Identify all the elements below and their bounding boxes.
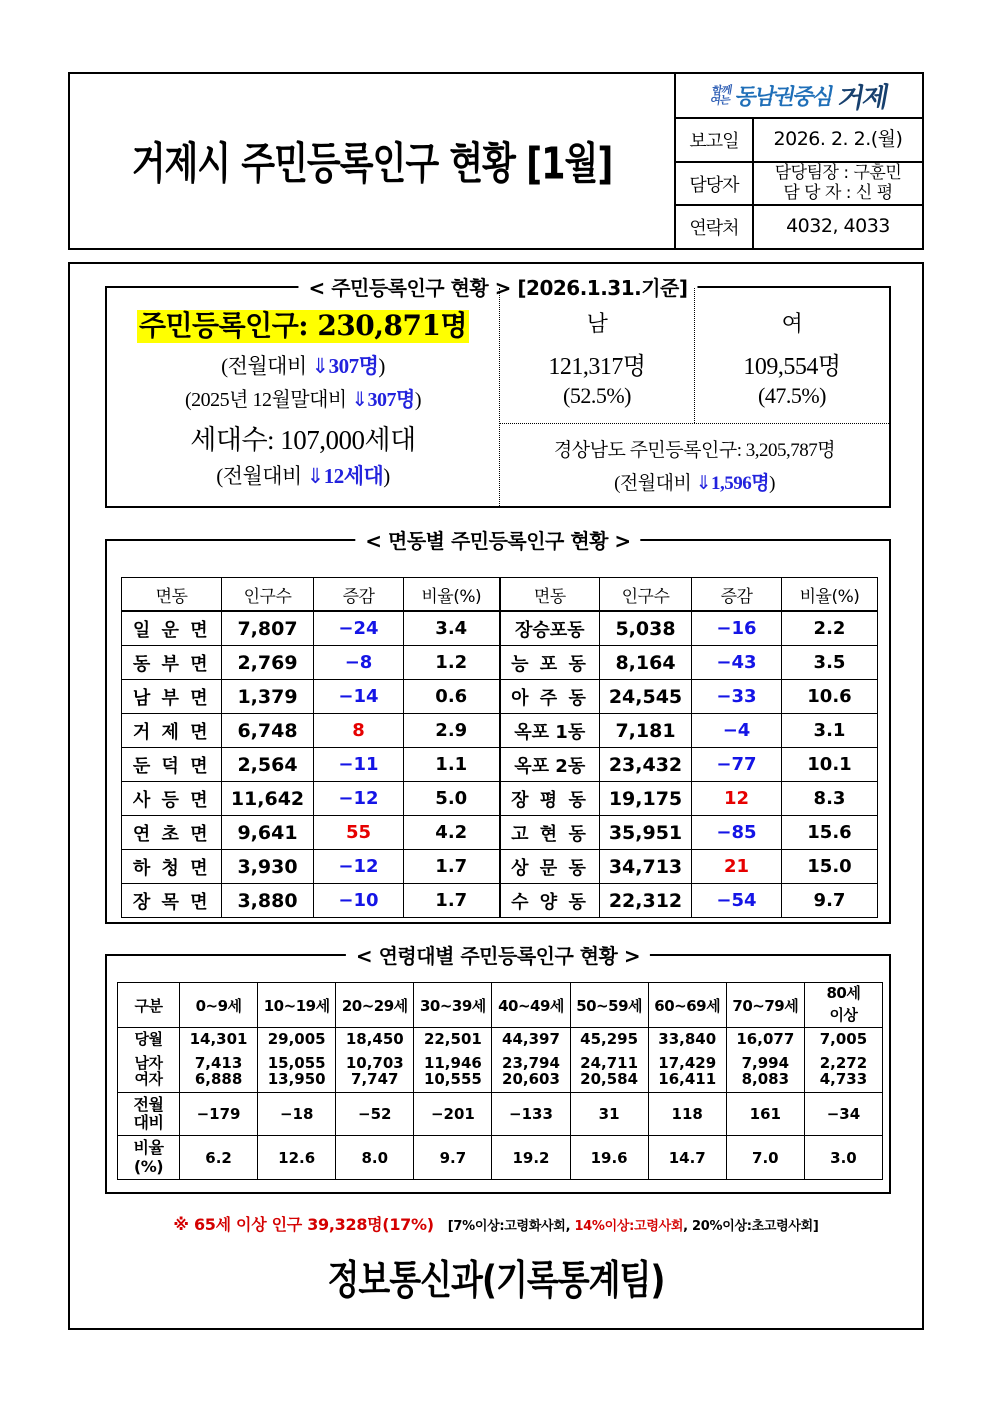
- cell-l_rat: 4.2: [404, 816, 500, 850]
- cell-l_name: 동 부 면: [122, 646, 222, 680]
- logo-middle-text: 동남권중심: [733, 85, 835, 110]
- cell-l_chg: −14: [314, 680, 404, 714]
- age-row-ratio-cell-4: 19.2: [492, 1136, 570, 1180]
- table-row: [122, 611, 878, 646]
- age-row-ratio-cell-6: 14.7: [648, 1136, 726, 1180]
- year-end-diff-value: [351, 386, 415, 411]
- table-row: [122, 646, 878, 680]
- cell-r_rat: 10.6: [782, 680, 878, 714]
- cell-l_name: 남 부 면: [122, 680, 222, 714]
- bracket-close: ]: [812, 1219, 819, 1234]
- logo-city-text: 거제: [835, 82, 890, 115]
- province-diff-value: [696, 473, 770, 494]
- age-col-header-7: 70~79세: [726, 983, 804, 1028]
- table-row: [122, 884, 878, 918]
- aging-threshold-20: , 20%이상:초고령사회: [683, 1219, 813, 1234]
- total-population-highlight: [137, 310, 469, 342]
- cell-r_name: 옥포 2동: [500, 748, 600, 782]
- cell-l_name: 하 청 면: [122, 850, 222, 884]
- prev-month-diff-label: (전월대비: [221, 353, 307, 378]
- age-row-ratio-cell-1: 12.6: [258, 1136, 336, 1180]
- age-row-prev-cell-4: −133: [492, 1092, 570, 1136]
- cell-l_rat: 5.0: [404, 782, 500, 816]
- page-title-text: 거제시 주민등록인구 현황 [1월]: [131, 139, 613, 190]
- issuing-department-text: 정보통신과(기록통계팀): [327, 1256, 665, 1304]
- cell-r_pop: 8,164: [600, 646, 692, 680]
- household-diff-number: 12세대: [323, 463, 384, 488]
- cell-r_name: 아 주 동: [500, 680, 600, 714]
- meta-value-person-in-charge: [754, 163, 922, 205]
- cell-r_rat: 10.1: [782, 748, 878, 782]
- meta-key-contact: 연락처: [676, 206, 754, 248]
- gender-breakdown: [500, 288, 889, 424]
- age-cell-current-1: 29,005 15,055 13,950: [258, 1028, 336, 1093]
- age-row-prev-label: 전월 대비: [118, 1092, 180, 1136]
- dong-table-wrap: [121, 577, 877, 912]
- province-population: [500, 424, 889, 506]
- female-cell: [695, 288, 889, 423]
- cell-r_chg: −77: [692, 748, 782, 782]
- cell-r_chg: −4: [692, 714, 782, 748]
- year-end-diff-number: 307명: [367, 388, 415, 411]
- year-end-diff-close: ): [414, 388, 422, 411]
- col-header-pop-r: 인구수: [600, 578, 692, 612]
- meta-value-contact: 4032, 4033: [786, 215, 890, 238]
- year-end-diff-line: [185, 383, 421, 412]
- cell-l_chg: −24: [314, 611, 404, 646]
- male-cell: [500, 288, 695, 423]
- cell-r_rat: 3.5: [782, 646, 878, 680]
- aging-threshold-14: 14%이상:고령사회: [574, 1219, 684, 1234]
- cell-r_pop: 34,713: [600, 850, 692, 884]
- cell-r_chg: 12: [692, 782, 782, 816]
- male-count: 121,317명: [548, 353, 646, 380]
- table-row: [122, 850, 878, 884]
- cell-l_chg: −10: [314, 884, 404, 918]
- col-header-dong-r: 면동: [500, 578, 600, 612]
- cell-l_chg: −12: [314, 850, 404, 884]
- cell-l_name: 일 운 면: [122, 611, 222, 646]
- age-row-prev-cell-1: −18: [258, 1092, 336, 1136]
- age-row-ratio-cell-8: 3.0: [804, 1136, 882, 1180]
- col-header-change-l: 증감: [314, 578, 404, 612]
- cell-r_name: 고 현 동: [500, 816, 600, 850]
- table-row: [122, 714, 878, 748]
- cell-r_rat: 3.1: [782, 714, 878, 748]
- age-row-ratio: [118, 1136, 883, 1180]
- summary-left-panel: [107, 288, 500, 506]
- cell-r_pop: 24,545: [600, 680, 692, 714]
- cell-l_pop: 7,807: [222, 611, 314, 646]
- dong-population-box: [105, 529, 891, 924]
- dong-table-header-row: [122, 578, 878, 612]
- prev-month-diff-number: 307명: [328, 353, 379, 378]
- age-row-ratio-cell-7: 7.0: [726, 1136, 804, 1180]
- cell-r_rat: 9.7: [782, 884, 878, 918]
- cell-l_name: 사 등 면: [122, 782, 222, 816]
- table-row: [122, 816, 878, 850]
- province-diff-label: (전월대비: [614, 473, 692, 494]
- meta-row-person-in-charge: [676, 163, 922, 207]
- issuing-department: [70, 1254, 922, 1304]
- age-col-header-0: 0~9세: [180, 983, 258, 1028]
- age-legend: < 연령대별 주민등록인구 현황 >: [346, 940, 650, 969]
- cell-l_rat: 2.9: [404, 714, 500, 748]
- logo-tagline: 함께 여는: [709, 83, 733, 107]
- cell-l_name: 연 초 면: [122, 816, 222, 850]
- household-diff-label: (전월대비: [216, 463, 302, 488]
- summary-right-panel: [500, 288, 889, 506]
- female-count: 109,554명: [743, 353, 841, 380]
- cell-l_name: 장 목 면: [122, 884, 222, 918]
- age-col-header-3: 30~39세: [414, 983, 492, 1028]
- col-header-ratio-l: 비율(%): [404, 578, 500, 612]
- age-row-ratio-cell-3: 9.7: [414, 1136, 492, 1180]
- female-label: 여: [781, 310, 803, 336]
- cell-r_name: 장 평 동: [500, 782, 600, 816]
- cell-l_pop: 11,642: [222, 782, 314, 816]
- cell-l_name: 둔 덕 면: [122, 748, 222, 782]
- year-end-diff-label: (2025년 12월말대비: [184, 388, 347, 411]
- cell-l_chg: −11: [314, 748, 404, 782]
- population-summary-box: [105, 276, 891, 508]
- age-row-prev-cell-2: −52: [336, 1092, 414, 1136]
- aging-thresholds-note: [448, 1219, 819, 1234]
- prev-month-diff-value: [311, 354, 378, 378]
- col-header-dong-l: 면동: [122, 578, 222, 612]
- table-row: [122, 748, 878, 782]
- team-leader-line: 담당팀장 : 구훈민: [774, 162, 902, 183]
- cell-r_chg: 21: [692, 850, 782, 884]
- cell-l_pop: 2,564: [222, 748, 314, 782]
- meta-value-report-date: 2026. 2. 2.(월): [773, 127, 903, 150]
- cell-l_pop: 6,748: [222, 714, 314, 748]
- age-population-box: [105, 944, 891, 1194]
- age-cell-current-7: 16,077 7,994 8,083: [726, 1028, 804, 1093]
- cell-r_chg: −33: [692, 680, 782, 714]
- table-row: [122, 680, 878, 714]
- down-arrow-icon: ⇓: [351, 386, 368, 411]
- cell-l_pop: 9,641: [222, 816, 314, 850]
- aging-threshold-7: 7%이상:고령화사회,: [453, 1219, 575, 1234]
- age-table-header-row: [118, 983, 883, 1028]
- cell-r_pop: 7,181: [600, 714, 692, 748]
- age-row-ratio-cell-5: 19.6: [570, 1136, 648, 1180]
- province-diff-line: [614, 468, 775, 495]
- age-row-prev-cell-6: 118: [648, 1092, 726, 1136]
- cell-l_pop: 3,930: [222, 850, 314, 884]
- age-row-prev-cell-8: −34: [804, 1092, 882, 1136]
- household-diff-value: [307, 464, 384, 488]
- col-header-ratio-r: 비율(%): [782, 578, 878, 612]
- household-diff-line: [216, 460, 390, 490]
- total-population-value: 230,871명: [317, 309, 468, 343]
- meta-key-person-in-charge: 담당자: [676, 163, 754, 205]
- age-row-label-current: 당월 남자 여자: [118, 1028, 180, 1093]
- dong-legend: < 면동별 주민등록인구 현황 >: [355, 525, 640, 554]
- down-arrow-icon: ⇓: [311, 353, 329, 378]
- prev-month-diff-close: ): [378, 353, 385, 378]
- cell-r_name: 옥포 1동: [500, 714, 600, 748]
- cell-r_rat: 8.3: [782, 782, 878, 816]
- table-row: [122, 782, 878, 816]
- cell-r_chg: −85: [692, 816, 782, 850]
- household-value: 107,000세대: [280, 424, 416, 455]
- cell-r_rat: 2.2: [782, 611, 878, 646]
- cell-r_name: 상 문 동: [500, 850, 600, 884]
- age-row-prev-cell-0: −179: [180, 1092, 258, 1136]
- cell-r_chg: −54: [692, 884, 782, 918]
- age-col-header-6: 60~69세: [648, 983, 726, 1028]
- age-row-ratio-cell-2: 8.0: [336, 1136, 414, 1180]
- elderly-population-note: ※ 65세 이상 인구 39,328명(17%): [173, 1215, 434, 1234]
- cell-l_rat: 1.7: [404, 884, 500, 918]
- down-arrow-icon: ⇓: [695, 472, 711, 494]
- cell-l_rat: 3.4: [404, 611, 500, 646]
- male-percent: (52.5%): [563, 382, 631, 408]
- staff-line: 담 당 자 : 신 평: [783, 182, 893, 203]
- cell-l_rat: 1.2: [404, 646, 500, 680]
- aging-footnote: [70, 1212, 922, 1235]
- age-cell-current-5: 45,295 24,711 20,584: [570, 1028, 648, 1093]
- age-col-header-category: 구분: [118, 983, 180, 1028]
- cell-r_name: 능 포 동: [500, 646, 600, 680]
- province-diff-number: 1,596명: [710, 473, 770, 494]
- household-label: 세대수:: [190, 424, 275, 455]
- cell-r_pop: 5,038: [600, 611, 692, 646]
- cell-r_pop: 19,175: [600, 782, 692, 816]
- down-arrow-icon: ⇓: [306, 463, 324, 488]
- meta-row-report-date: [676, 119, 922, 163]
- age-row-prev-cell-3: −201: [414, 1092, 492, 1136]
- age-row-ratio-cell-0: 6.2: [180, 1136, 258, 1180]
- cell-r_rat: 15.6: [782, 816, 878, 850]
- document-header: [68, 72, 924, 250]
- cell-l_chg: 8: [314, 714, 404, 748]
- cell-r_chg: −16: [692, 611, 782, 646]
- age-row-ratio-label: 비율 (%): [118, 1136, 180, 1180]
- cell-r_chg: −43: [692, 646, 782, 680]
- male-label: 남: [586, 310, 608, 336]
- prev-month-diff-line: [221, 350, 385, 380]
- col-header-pop-l: 인구수: [222, 578, 314, 612]
- female-percent: (47.5%): [758, 382, 826, 408]
- age-row-prev-cell-5: 31: [570, 1092, 648, 1136]
- age-cell-current-6: 33,840 17,429 16,411: [648, 1028, 726, 1093]
- age-cell-current-8: 7,005 2,272 4,733: [804, 1028, 882, 1093]
- col-header-change-r: 증감: [692, 578, 782, 612]
- age-col-header-4: 40~49세: [492, 983, 570, 1028]
- age-cell-current-4: 44,397 23,794 20,603: [492, 1028, 570, 1093]
- logo-wrap: [705, 76, 893, 115]
- age-cell-current-2: 18,450 10,703 7,747: [336, 1028, 414, 1093]
- age-col-header-2: 20~29세: [336, 983, 414, 1028]
- cell-r_pop: 23,432: [600, 748, 692, 782]
- age-cell-current-3: 22,501 11,946 10,555: [414, 1028, 492, 1093]
- age-col-header-5: 50~59세: [570, 983, 648, 1028]
- page-title: [70, 74, 676, 248]
- age-col-header-1: 10~19세: [258, 983, 336, 1028]
- household-diff-close: ): [383, 463, 390, 488]
- household-line: [190, 418, 415, 457]
- summary-legend: < 주민등록인구 현황 > [2026.1.31.기준]: [298, 272, 697, 301]
- cell-l_chg: −12: [314, 782, 404, 816]
- header-meta-table: [676, 74, 922, 248]
- cell-r_pop: 35,951: [600, 816, 692, 850]
- cell-r_name: 수 양 동: [500, 884, 600, 918]
- city-logo: [676, 74, 922, 119]
- meta-row-contact: [676, 206, 922, 248]
- cell-r_name: 장승포동: [500, 611, 600, 646]
- cell-l_pop: 2,769: [222, 646, 314, 680]
- age-cell-current-0: 14,301 7,413 6,888: [180, 1028, 258, 1093]
- total-population-label: 주민등록인구:: [138, 309, 309, 343]
- meta-key-report-date: 보고일: [676, 119, 754, 161]
- cell-r_rat: 15.0: [782, 850, 878, 884]
- province-diff-close: ): [769, 473, 775, 494]
- cell-l_rat: 0.6: [404, 680, 500, 714]
- cell-l_pop: 1,379: [222, 680, 314, 714]
- dong-population-table: [121, 577, 878, 918]
- cell-l_chg: −8: [314, 646, 404, 680]
- age-row-prev: [118, 1092, 883, 1136]
- age-population-table: [117, 982, 883, 1180]
- age-row-prev-cell-7: 161: [726, 1092, 804, 1136]
- age-table-wrap: [117, 982, 883, 1180]
- cell-l_chg: 55: [314, 816, 404, 850]
- document-body: [68, 262, 924, 1330]
- cell-l_pop: 3,880: [222, 884, 314, 918]
- cell-l_rat: 1.7: [404, 850, 500, 884]
- province-population-line: 경상남도 주민등록인구: 3,205,787명: [553, 440, 836, 461]
- cell-l_name: 거 제 면: [122, 714, 222, 748]
- cell-r_pop: 22,312: [600, 884, 692, 918]
- age-col-header-8: 80세 이상: [804, 983, 882, 1028]
- bracket-open: [: [447, 1219, 454, 1234]
- cell-l_rat: 1.1: [404, 748, 500, 782]
- age-row-current: [118, 1028, 883, 1093]
